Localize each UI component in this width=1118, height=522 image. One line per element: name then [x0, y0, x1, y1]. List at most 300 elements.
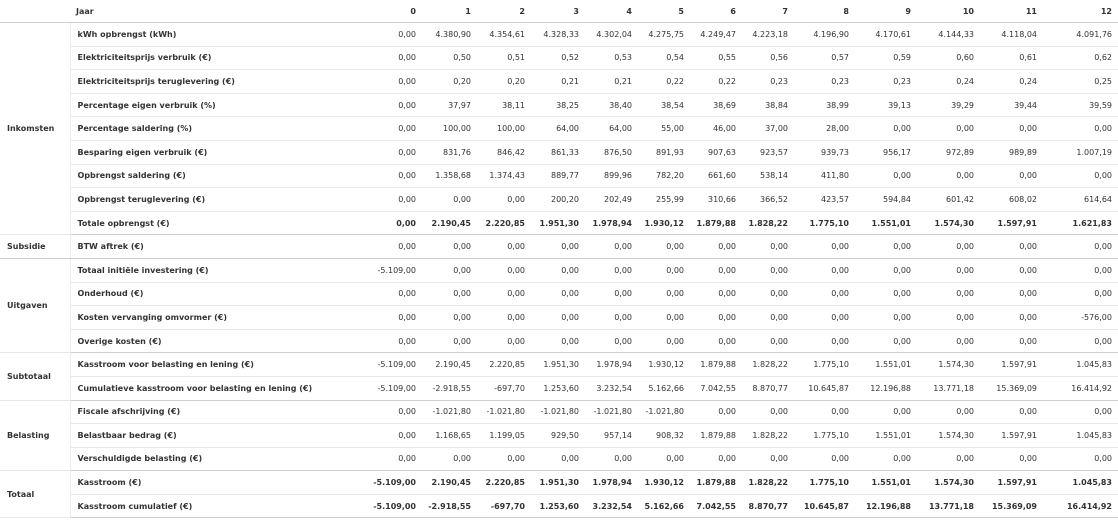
value-cell: 0,00	[980, 117, 1043, 141]
value-cell: 12.196,88	[855, 376, 917, 400]
row-label: Belastbaar bedrag (€)	[70, 424, 342, 448]
value-cell: 0,50	[422, 46, 477, 70]
value-cell: 0,00	[794, 329, 855, 353]
value-cell: 661,60	[690, 164, 742, 188]
group-label: Belasting	[0, 400, 70, 471]
value-cell: 0,00	[1043, 447, 1118, 471]
value-cell: 39,59	[1043, 93, 1118, 117]
value-cell: 0,00	[585, 329, 638, 353]
value-cell: 1.951,30	[531, 353, 585, 377]
value-cell: 0,00	[531, 306, 585, 330]
value-cell: 0,00	[742, 400, 794, 424]
value-cell: 0,00	[917, 258, 980, 282]
value-cell: 0,00	[342, 23, 422, 47]
value-cell: 2.220,85	[477, 471, 531, 495]
row-label: Totale opbrengst (€)	[70, 211, 342, 235]
value-cell: 4.118,04	[980, 23, 1043, 47]
row-label: Opbrengst teruglevering (€)	[70, 188, 342, 212]
value-cell: 5.162,66	[638, 376, 690, 400]
value-cell: 1.574,30	[917, 424, 980, 448]
value-cell: 594,84	[855, 188, 917, 212]
value-cell: 0,00	[638, 306, 690, 330]
value-cell: 0,00	[855, 306, 917, 330]
value-cell: 4.249,47	[690, 23, 742, 47]
table-row	[0, 188, 1118, 212]
value-cell: 3.232,54	[585, 494, 638, 518]
value-cell: 64,00	[585, 117, 638, 141]
value-cell: 28,00	[794, 117, 855, 141]
value-cell: 1.551,01	[855, 211, 917, 235]
value-cell: 0,00	[980, 235, 1043, 259]
value-cell: 957,14	[585, 424, 638, 448]
value-cell: 0,00	[342, 400, 422, 424]
value-cell: 0,00	[742, 258, 794, 282]
value-cell: 38,84	[742, 93, 794, 117]
value-cell: 255,99	[638, 188, 690, 212]
value-cell: 1.551,01	[855, 471, 917, 495]
value-cell: 1.879,88	[690, 211, 742, 235]
value-cell: 0,00	[638, 258, 690, 282]
value-cell: 0,00	[917, 282, 980, 306]
value-cell: 0,00	[585, 306, 638, 330]
value-cell: 0,00	[422, 188, 477, 212]
value-cell: 38,99	[794, 93, 855, 117]
header-year-5: 5	[638, 0, 690, 23]
header-year-1: 1	[422, 0, 477, 23]
value-cell: 0,00	[794, 282, 855, 306]
value-cell: 0,00	[342, 211, 422, 235]
row-label: Opbrengst saldering (€)	[70, 164, 342, 188]
value-cell: 0,00	[690, 282, 742, 306]
value-cell: 1.045,83	[1043, 424, 1118, 448]
value-cell: 411,80	[794, 164, 855, 188]
value-cell: 0,00	[855, 258, 917, 282]
value-cell: -1.021,80	[422, 400, 477, 424]
value-cell: 37,00	[742, 117, 794, 141]
value-cell: 0,60	[917, 46, 980, 70]
value-cell: 37,97	[422, 93, 477, 117]
value-cell: 1.551,01	[855, 424, 917, 448]
table-row	[0, 140, 1118, 164]
table-row	[0, 447, 1118, 471]
value-cell: 1.621,83	[1043, 211, 1118, 235]
header-group-cell	[0, 0, 70, 23]
value-cell: 0,00	[855, 235, 917, 259]
value-cell: 0,00	[477, 258, 531, 282]
value-cell: 16.414,92	[1043, 376, 1118, 400]
value-cell: 0,00	[855, 282, 917, 306]
value-cell: 4.170,61	[855, 23, 917, 47]
value-cell: 0,56	[742, 46, 794, 70]
value-cell: 38,25	[531, 93, 585, 117]
value-cell: 1.930,12	[638, 211, 690, 235]
value-cell: 929,50	[531, 424, 585, 448]
table-body	[0, 23, 1118, 518]
value-cell: 0,00	[917, 329, 980, 353]
value-cell: 1.828,22	[742, 353, 794, 377]
value-cell: 0,00	[980, 164, 1043, 188]
value-cell: 1.828,22	[742, 211, 794, 235]
row-label: Overige kosten (€)	[70, 329, 342, 353]
value-cell: 0,20	[422, 70, 477, 94]
value-cell: 55,00	[638, 117, 690, 141]
table-row	[0, 329, 1118, 353]
value-cell: 0,00	[917, 164, 980, 188]
value-cell: 0,00	[855, 400, 917, 424]
value-cell: 1.168,65	[422, 424, 477, 448]
value-cell: 0,00	[638, 447, 690, 471]
header-year-4: 4	[585, 0, 638, 23]
value-cell: 2.190,45	[422, 211, 477, 235]
value-cell: 1.828,22	[742, 424, 794, 448]
row-label: Kasstroom cumulatief (€)	[70, 494, 342, 518]
header-year-3: 3	[531, 0, 585, 23]
value-cell: 0,00	[794, 306, 855, 330]
header-year-9: 9	[855, 0, 917, 23]
value-cell: -2.918,55	[422, 494, 477, 518]
table-row	[0, 258, 1118, 282]
value-cell: 0,61	[980, 46, 1043, 70]
value-cell: 0,00	[980, 282, 1043, 306]
value-cell: -1.021,80	[477, 400, 531, 424]
value-cell: 989,89	[980, 140, 1043, 164]
value-cell: 0,00	[422, 282, 477, 306]
value-cell: 0,00	[1043, 117, 1118, 141]
value-cell: 0,00	[917, 447, 980, 471]
value-cell: 366,52	[742, 188, 794, 212]
value-cell: -697,70	[477, 376, 531, 400]
value-cell: 923,57	[742, 140, 794, 164]
value-cell: 0,00	[342, 140, 422, 164]
value-cell: 2.220,85	[477, 211, 531, 235]
value-cell: 39,44	[980, 93, 1043, 117]
table-row	[0, 376, 1118, 400]
value-cell: 0,00	[1043, 400, 1118, 424]
row-label: Cumulatieve kasstroom voor belasting en lening (€)	[70, 376, 342, 400]
value-cell: 0,00	[980, 400, 1043, 424]
value-cell: 4.091,76	[1043, 23, 1118, 47]
value-cell: 1.574,30	[917, 211, 980, 235]
value-cell: 10.645,87	[794, 376, 855, 400]
value-cell: 1.045,83	[1043, 353, 1118, 377]
value-cell: 8.870,77	[742, 376, 794, 400]
value-cell: 0,00	[585, 447, 638, 471]
value-cell: 0,00	[638, 282, 690, 306]
value-cell: 13.771,18	[917, 376, 980, 400]
value-cell: 0,00	[585, 235, 638, 259]
value-cell: 0,00	[917, 400, 980, 424]
value-cell: 0,00	[422, 329, 477, 353]
value-cell: 907,63	[690, 140, 742, 164]
value-cell: 1.775,10	[794, 353, 855, 377]
value-cell: 0,21	[531, 70, 585, 94]
value-cell: 0,00	[342, 70, 422, 94]
value-cell: 4.196,90	[794, 23, 855, 47]
value-cell: 0,00	[1043, 164, 1118, 188]
value-cell: 1.597,91	[980, 424, 1043, 448]
header-year-12: 12	[1043, 0, 1118, 23]
value-cell: 1.597,91	[980, 211, 1043, 235]
value-cell: 0,23	[794, 70, 855, 94]
value-cell: 0,00	[1043, 329, 1118, 353]
value-cell: 15.369,09	[980, 376, 1043, 400]
value-cell: 1.358,68	[422, 164, 477, 188]
group-label: Subtotaal	[0, 353, 70, 400]
value-cell: 0,22	[690, 70, 742, 94]
value-cell: 0,00	[342, 164, 422, 188]
value-cell: -697,70	[477, 494, 531, 518]
value-cell: 1.597,91	[980, 471, 1043, 495]
value-cell: 0,00	[477, 188, 531, 212]
value-cell: 4.275,75	[638, 23, 690, 47]
value-cell: 8.870,77	[742, 494, 794, 518]
value-cell: 0,00	[477, 447, 531, 471]
row-label: BTW aftrek (€)	[70, 235, 342, 259]
value-cell: 0,00	[342, 282, 422, 306]
value-cell: 0,00	[794, 447, 855, 471]
value-cell: 956,17	[855, 140, 917, 164]
value-cell: 1.930,12	[638, 471, 690, 495]
value-cell: 0,25	[1043, 70, 1118, 94]
value-cell: 0,00	[477, 329, 531, 353]
value-cell: 0,23	[855, 70, 917, 94]
value-cell: 0,00	[742, 329, 794, 353]
row-label: Percentage eigen verbruik (%)	[70, 93, 342, 117]
table-row	[0, 46, 1118, 70]
value-cell: 0,00	[794, 258, 855, 282]
value-cell: 899,96	[585, 164, 638, 188]
value-cell: 0,00	[422, 447, 477, 471]
value-cell: 200,20	[531, 188, 585, 212]
header-year-6: 6	[690, 0, 742, 23]
value-cell: 0,59	[855, 46, 917, 70]
value-cell: 0,00	[342, 329, 422, 353]
value-cell: 0,62	[1043, 46, 1118, 70]
value-cell: 4.223,18	[742, 23, 794, 47]
value-cell: 0,00	[980, 447, 1043, 471]
value-cell: 2.190,45	[422, 471, 477, 495]
value-cell: 0,00	[342, 235, 422, 259]
value-cell: 39,29	[917, 93, 980, 117]
header-year-2: 2	[477, 0, 531, 23]
value-cell: 1.978,94	[585, 471, 638, 495]
value-cell: 0,00	[980, 258, 1043, 282]
value-cell: 38,69	[690, 93, 742, 117]
table-row	[0, 117, 1118, 141]
value-cell: 38,40	[585, 93, 638, 117]
value-cell: 1.951,30	[531, 211, 585, 235]
row-label: Kasstroom (€)	[70, 471, 342, 495]
value-cell: 0,00	[342, 447, 422, 471]
table-row	[0, 471, 1118, 495]
value-cell: 1.930,12	[638, 353, 690, 377]
table-row	[0, 400, 1118, 424]
row-label: Elektriciteitsprijs verbruik (€)	[70, 46, 342, 70]
value-cell: 1.775,10	[794, 424, 855, 448]
value-cell: 1.574,30	[917, 471, 980, 495]
value-cell: 0,00	[531, 282, 585, 306]
value-cell: 38,11	[477, 93, 531, 117]
group-label: Inkomsten	[0, 23, 70, 235]
value-cell: 0,00	[690, 235, 742, 259]
row-label: kWh opbrengst (kWh)	[70, 23, 342, 47]
value-cell: 0,00	[585, 258, 638, 282]
value-cell: 0,23	[742, 70, 794, 94]
table-row	[0, 93, 1118, 117]
value-cell: 0,00	[855, 447, 917, 471]
value-cell: -2.918,55	[422, 376, 477, 400]
value-cell: 846,42	[477, 140, 531, 164]
value-cell: 1.978,94	[585, 211, 638, 235]
header-year-11: 11	[980, 0, 1043, 23]
row-label: Kosten vervanging omvormer (€)	[70, 306, 342, 330]
value-cell: 1.879,88	[690, 353, 742, 377]
value-cell: 0,00	[690, 306, 742, 330]
value-cell: 0,00	[1043, 235, 1118, 259]
value-cell: -1.021,80	[585, 400, 638, 424]
value-cell: 0,55	[690, 46, 742, 70]
value-cell: 0,00	[342, 306, 422, 330]
value-cell: 10.645,87	[794, 494, 855, 518]
value-cell: 4.380,90	[422, 23, 477, 47]
value-cell: 1.978,94	[585, 353, 638, 377]
value-cell: -5.109,00	[342, 471, 422, 495]
value-cell: 861,33	[531, 140, 585, 164]
value-cell: 64,00	[531, 117, 585, 141]
value-cell: 0,24	[980, 70, 1043, 94]
table-row	[0, 424, 1118, 448]
value-cell: 908,32	[638, 424, 690, 448]
header-year-8: 8	[794, 0, 855, 23]
value-cell: 1.199,05	[477, 424, 531, 448]
value-cell: 0,00	[342, 93, 422, 117]
value-cell: 0,00	[980, 306, 1043, 330]
table-row	[0, 70, 1118, 94]
value-cell: 15.369,09	[980, 494, 1043, 518]
value-cell: 0,00	[855, 164, 917, 188]
value-cell: 0,00	[917, 306, 980, 330]
value-cell: 0,00	[531, 235, 585, 259]
value-cell: 1.828,22	[742, 471, 794, 495]
value-cell: -5.109,00	[342, 494, 422, 518]
value-cell: 1.597,91	[980, 353, 1043, 377]
value-cell: 0,00	[422, 235, 477, 259]
table-row	[0, 235, 1118, 259]
value-cell: 1.879,88	[690, 471, 742, 495]
value-cell: 4.354,61	[477, 23, 531, 47]
value-cell: 1.951,30	[531, 471, 585, 495]
value-cell: 0,54	[638, 46, 690, 70]
value-cell: 100,00	[477, 117, 531, 141]
row-label: Elektriciteitsprijs teruglevering (€)	[70, 70, 342, 94]
value-cell: 1.253,60	[531, 494, 585, 518]
value-cell: 0,52	[531, 46, 585, 70]
group-label: Totaal	[0, 471, 70, 518]
value-cell: 538,14	[742, 164, 794, 188]
value-cell: 100,00	[422, 117, 477, 141]
value-cell: 7.042,55	[690, 494, 742, 518]
value-cell: 1.775,10	[794, 211, 855, 235]
value-cell: 782,20	[638, 164, 690, 188]
value-cell: 1.374,43	[477, 164, 531, 188]
value-cell: 4.144,33	[917, 23, 980, 47]
value-cell: 0,00	[980, 329, 1043, 353]
value-cell: 0,00	[1043, 258, 1118, 282]
value-cell: 0,00	[742, 447, 794, 471]
value-cell: 2.190,45	[422, 353, 477, 377]
value-cell: 0,00	[917, 117, 980, 141]
header-year-10: 10	[917, 0, 980, 23]
value-cell: 0,00	[855, 329, 917, 353]
header-year-label: Jaar	[70, 0, 342, 23]
value-cell: 601,42	[917, 188, 980, 212]
table-row	[0, 494, 1118, 518]
header-year-0: 0	[342, 0, 422, 23]
value-cell: -5.109,00	[342, 258, 422, 282]
group-label: Uitgaven	[0, 258, 70, 352]
value-cell: 1.879,88	[690, 424, 742, 448]
value-cell: -5.109,00	[342, 353, 422, 377]
value-cell: 614,64	[1043, 188, 1118, 212]
row-label: Verschuldigde belasting (€)	[70, 447, 342, 471]
group-label: Subsidie	[0, 235, 70, 259]
value-cell: 423,57	[794, 188, 855, 212]
row-label: Besparing eigen verbruik (€)	[70, 140, 342, 164]
value-cell: 0,00	[1043, 282, 1118, 306]
value-cell: 0,51	[477, 46, 531, 70]
value-cell: 0,53	[585, 46, 638, 70]
value-cell: 891,93	[638, 140, 690, 164]
value-cell: 1.775,10	[794, 471, 855, 495]
value-cell: 3.232,54	[585, 376, 638, 400]
value-cell: 0,00	[342, 424, 422, 448]
value-cell: 0,00	[742, 235, 794, 259]
value-cell: 7.042,55	[690, 376, 742, 400]
value-cell: 0,00	[477, 306, 531, 330]
value-cell: -576,00	[1043, 306, 1118, 330]
value-cell: 0,00	[477, 282, 531, 306]
value-cell: 831,76	[422, 140, 477, 164]
value-cell: 0,00	[531, 329, 585, 353]
value-cell: 202,49	[585, 188, 638, 212]
value-cell: 0,00	[917, 235, 980, 259]
value-cell: 0,00	[690, 400, 742, 424]
table-row	[0, 211, 1118, 235]
value-cell: 16.414,92	[1043, 494, 1118, 518]
value-cell: -1.021,80	[638, 400, 690, 424]
value-cell: 4.328,33	[531, 23, 585, 47]
value-cell: 1.253,60	[531, 376, 585, 400]
value-cell: 12.196,88	[855, 494, 917, 518]
header-row	[0, 0, 1118, 23]
value-cell: 0,00	[585, 282, 638, 306]
row-label: Totaal initiële investering (€)	[70, 258, 342, 282]
table-row	[0, 353, 1118, 377]
value-cell: 13.771,18	[917, 494, 980, 518]
value-cell: 0,00	[342, 46, 422, 70]
value-cell: -1.021,80	[531, 400, 585, 424]
value-cell: 0,00	[422, 306, 477, 330]
value-cell: 0,00	[742, 282, 794, 306]
value-cell: 0,00	[855, 117, 917, 141]
value-cell: 0,57	[794, 46, 855, 70]
value-cell: 0,00	[342, 117, 422, 141]
value-cell: 0,00	[422, 258, 477, 282]
row-label: Percentage saldering (%)	[70, 117, 342, 141]
value-cell: 1.574,30	[917, 353, 980, 377]
value-cell: 0,21	[585, 70, 638, 94]
row-label: Fiscale afschrijving (€)	[70, 400, 342, 424]
